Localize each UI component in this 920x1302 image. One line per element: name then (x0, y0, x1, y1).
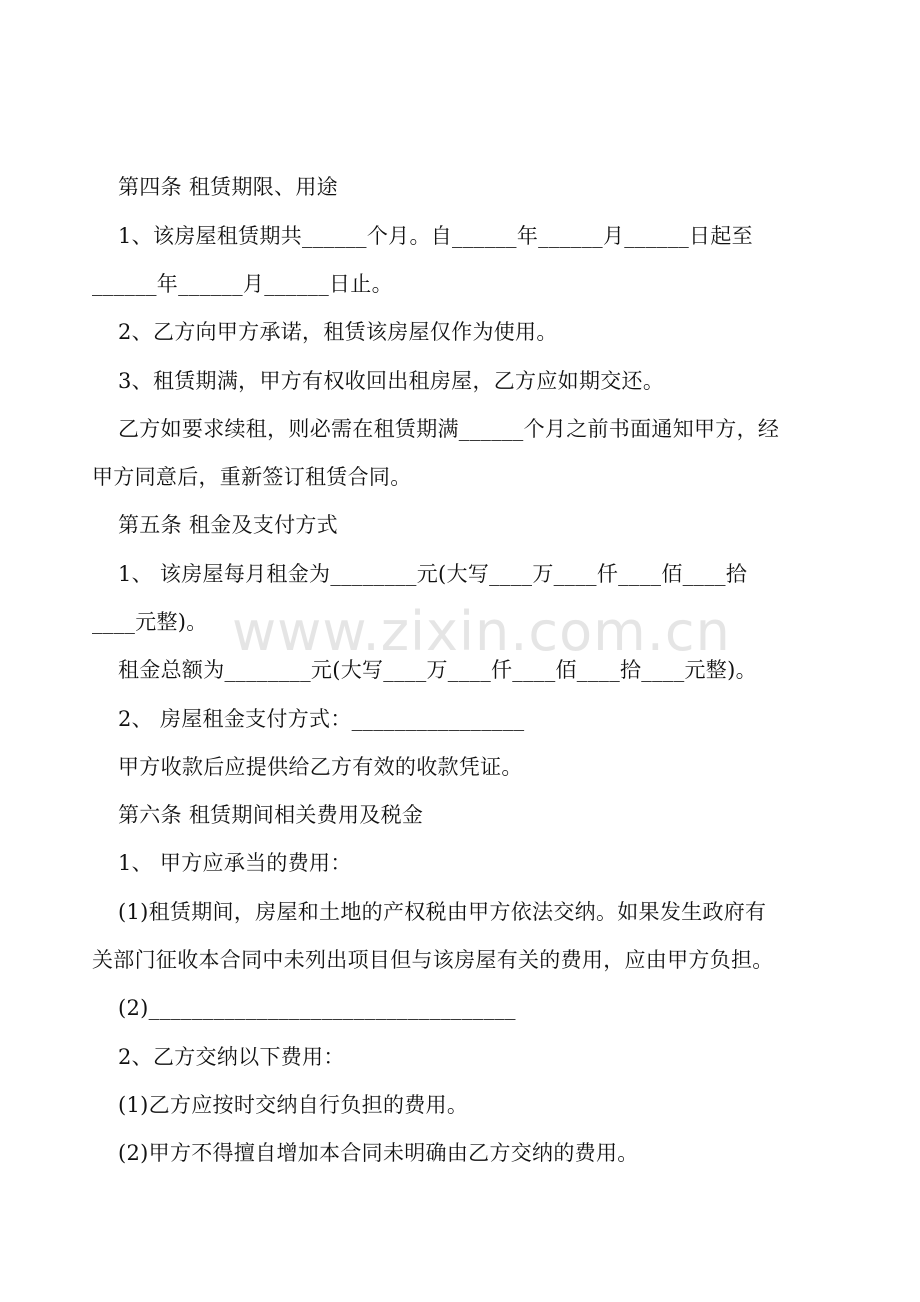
clause-5-2: 2、 房屋租金支付方式：________________ (118, 707, 525, 731)
clause-5-1-line-1: 1、 该房屋每月租金为________元(大写____万____仟____佰____拾 (118, 562, 748, 586)
clause-4-1-line-2: ______年______月______日止。 (92, 272, 393, 296)
clause-6-1-2: (2)__________________________________ (118, 996, 516, 1020)
renewal-paragraph-line-1: 乙方如要求续租，则必需在租赁期满______个月之前书面通知甲方，经 (118, 417, 780, 441)
clause-4-2: 2、乙方向甲方承诺，租赁该房屋仅作为使用。 (118, 320, 558, 344)
clause-6-2: 2、乙方交纳以下费用： (118, 1045, 345, 1069)
clause-6-1-1-line-2: 关部门征收本合同中未列出项目但与该房屋有关的费用，应由甲方负担。 (92, 948, 774, 972)
clause-4-3: 3、租赁期满，甲方有权收回出租房屋，乙方应如期交还。 (118, 369, 665, 393)
total-rent-line: 租金总额为________元(大写____万____仟____佰____拾____元整)。 (118, 658, 757, 682)
clause-6-1-1-line-1: (1)租赁期间，房屋和土地的产权税由甲方依法交纳。如果发生政府有 (118, 900, 767, 924)
clause-6-1: 1、 甲方应承当的费用： (118, 851, 352, 875)
clause-5-1-line-2: ____元整)。 (92, 610, 208, 634)
clause-6-2-1: (1)乙方应按时交纳自行负担的费用。 (118, 1093, 469, 1117)
renewal-paragraph-line-2: 甲方同意后，重新签订租赁合同。 (92, 465, 412, 489)
article-4-heading: 第四条 租赁期限、用途 (118, 175, 338, 199)
article-6-heading: 第六条 租赁期间相关费用及税金 (118, 803, 424, 827)
watermark: www.zixin.com.cn (232, 600, 731, 663)
clause-6-2-2: (2)甲方不得擅自增加本合同未明确由乙方交纳的费用。 (118, 1141, 639, 1165)
article-5-heading: 第五条 租金及支付方式 (118, 513, 338, 537)
receipt-line: 甲方收款后应提供给乙方有效的收款凭证。 (118, 755, 523, 779)
clause-4-1-line-1: 1、该房屋租赁期共______个月。自______年______月______日起至 (118, 224, 753, 248)
